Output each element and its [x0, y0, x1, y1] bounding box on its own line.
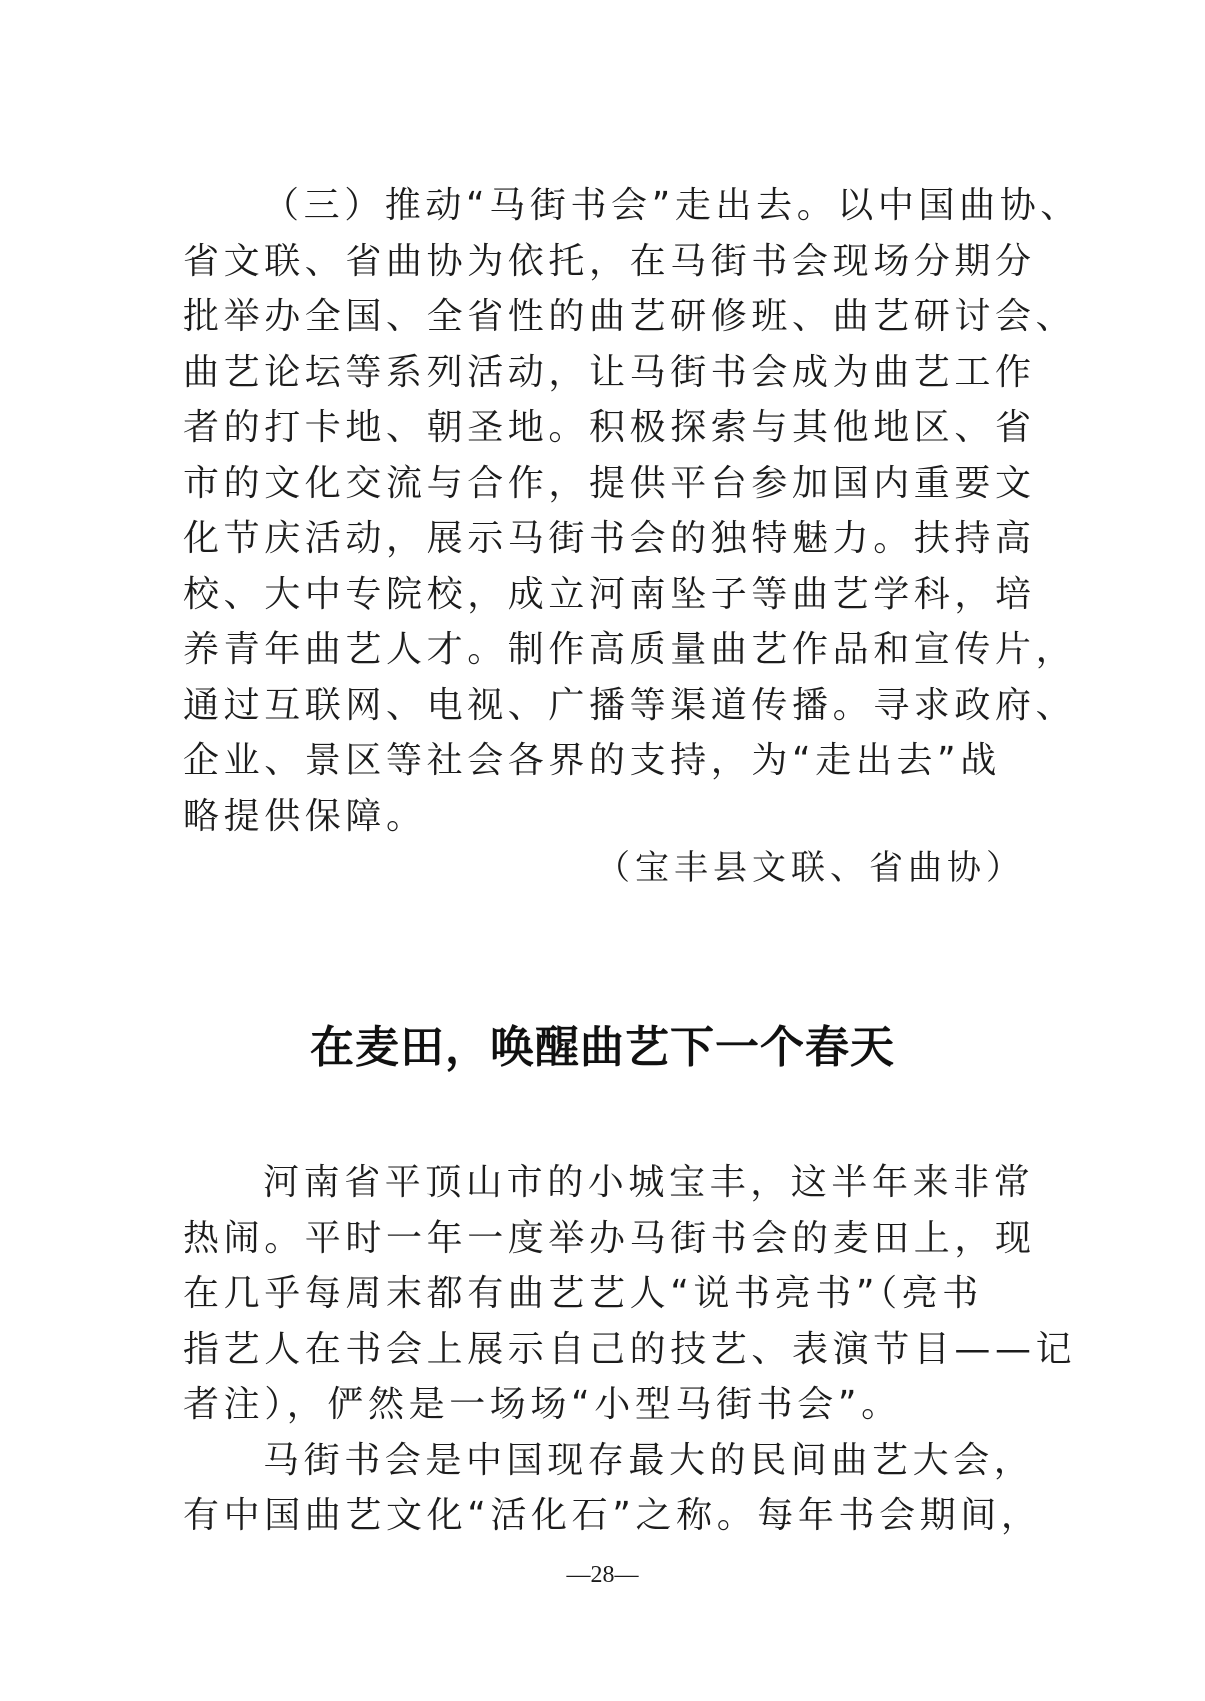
text-line: 省文联、省曲协为依托，在马街书会现场分期分 [183, 240, 1036, 282]
article-paragraph-2 [183, 1433, 1042, 1544]
text-line: 企业、景区等社会各界的支持，为“走出去”战 [183, 740, 1001, 781]
text-line: 者的打卡地、朝圣地。积极探索与其他地区、省 [183, 407, 1036, 448]
text-line: 校、大中专院校，成立河南坠子等曲艺学科，培 [183, 573, 1036, 615]
text-line: 指艺人在书会上展示自己的技艺、表演节目——记 [183, 1328, 1077, 1370]
text-line: 有中国曲艺文化“活化石”之称。每年书会期间， [183, 1495, 1042, 1536]
text-line: 通过互联网、电视、广播等渠道传播。寻求政府、 [183, 684, 1077, 726]
article-body [183, 1155, 1077, 1544]
text-line: 市的文化交流与合作，提供平台参加国内重要文 [183, 462, 1036, 504]
text-line: 马街书会是中国现存最大的民间曲艺大会， [263, 1439, 1035, 1481]
article-title: 在麦田，唤醒曲艺下一个春天 [310, 1022, 895, 1073]
text-line: （三）推动“马街书会”走出去。以中国曲协、 [263, 185, 1081, 226]
text-line: 批举办全国、全省性的曲艺研修班、曲艺研讨会、 [183, 296, 1077, 337]
text-line: 化节庆活动，展示马街书会的独特魅力。扶持高 [183, 518, 1036, 559]
article-paragraph-1 [183, 1155, 1077, 1433]
text-line: 略提供保障。 [183, 795, 427, 837]
text-line: 者注），俨然是一场场“小型马街书会”。 [183, 1384, 902, 1425]
page-number: —28— [566, 1562, 639, 1588]
section-three-text [183, 178, 1081, 844]
text-line: 曲艺论坛等系列活动，让马街书会成为曲艺工作 [183, 351, 1036, 393]
text-line: 在几乎每周末都有曲艺艺人“说书亮书”（亮书 [183, 1273, 983, 1314]
text-line: 河南省平顶山市的小城宝丰，这半年来非常 [263, 1162, 1035, 1203]
source-attribution: （宝丰县文联、省曲协） [596, 848, 1025, 888]
section-three-paragraph [183, 178, 1081, 844]
text-line: 养青年曲艺人才。制作高质量曲艺作品和宣传片， [183, 629, 1077, 670]
text-line: 热闹。平时一年一度举办马街书会的麦田上，现 [183, 1217, 1036, 1259]
